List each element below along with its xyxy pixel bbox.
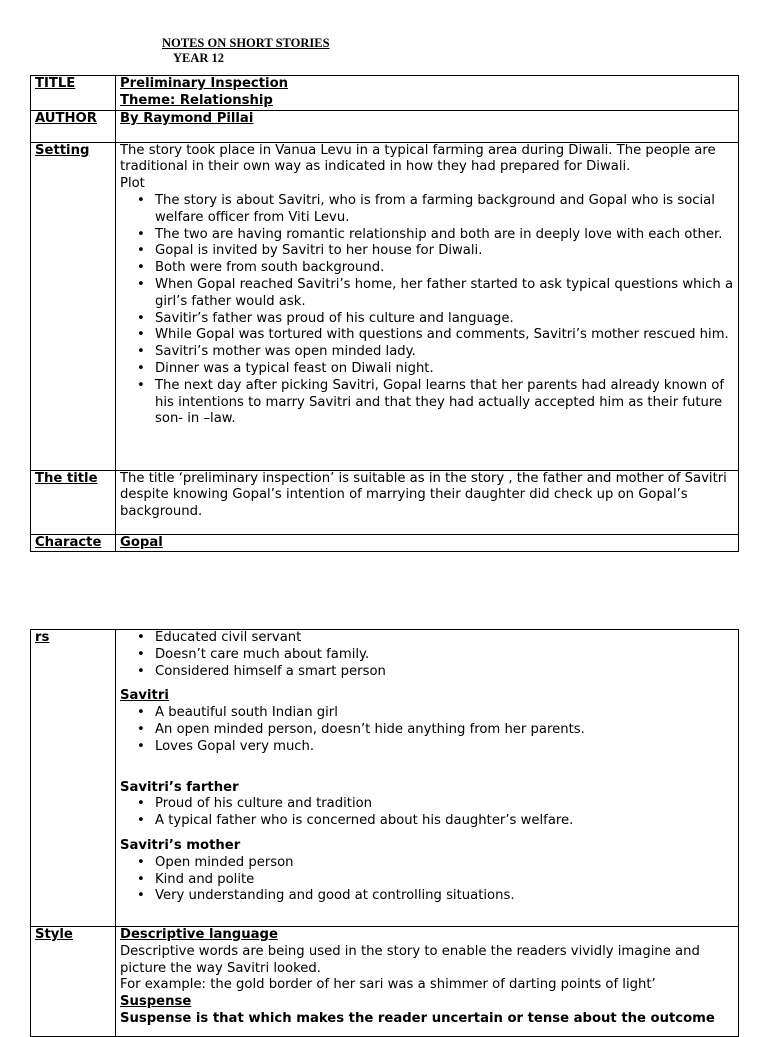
list-item: • Educated civil servant — [155, 630, 735, 647]
list-item: • While Gopal was tortured with questions and comments, Savitri’s mother rescued him. — [155, 327, 735, 344]
row-characters-continued — [31, 630, 739, 927]
list-item: • The next day after picking Savitri, Gopal learns that her parents had already known of his intentions to marry Savitri and that they had actually accepted him as their future son- in –law. — [155, 378, 735, 428]
label-characters: Characte — [31, 534, 116, 552]
notes-table-page1 — [30, 75, 739, 552]
style-heading-suspense: Suspense — [120, 994, 192, 1010]
character-gopal-heading: Gopal — [116, 534, 739, 552]
list-item: • Proud of his culture and tradition — [155, 796, 735, 813]
row-characters — [31, 534, 739, 552]
label-author: AUTHOR — [31, 110, 116, 142]
list-item: • A beautiful south Indian girl — [155, 705, 735, 722]
row-author — [31, 110, 739, 142]
row-style — [31, 927, 739, 1037]
list-item: • Savitir’s father was proud of his culture and language. — [155, 311, 735, 328]
list-item: • Open minded person — [155, 855, 735, 872]
list-item: • The two are having romantic relationship and both are in deeply love with each other. — [155, 227, 735, 244]
notes-table-page2 — [30, 629, 739, 1037]
style-descriptive-text: Descriptive words are being used in the story to enable the readers vividly imagine and picture the way Savitri looked. — [120, 943, 700, 976]
character-savitri-heading: Savitri — [120, 688, 169, 704]
list-item: • Savitri’s mother was open minded lady. — [155, 344, 735, 361]
list-item: • Very understanding and good at controlling situations. — [155, 888, 735, 905]
cell-style — [116, 927, 739, 1037]
list-item: • When Gopal reached Savitri’s home, her father started to ask typical questions which a girl’s father would ask. — [155, 277, 735, 311]
the-title-text: The title ‘preliminary inspection’ is suitable as in the story , the father and mother of Savitri despite knowing Gopal’s intention of marrying their daughter did check up on Gopal’s background. — [116, 470, 739, 534]
story-title: Preliminary Inspection — [120, 76, 289, 91]
cell-title — [116, 76, 739, 111]
list-item: • An open minded person, doesn’t hide anything from her parents. — [155, 722, 735, 739]
style-example-text: For example: the gold border of her sari was a shimmer of darting points of light’ — [120, 977, 656, 993]
label-characters-continued: rs — [31, 630, 116, 927]
character-father-heading: Savitri’s farther — [120, 779, 239, 795]
list-item: • Both were from south background. — [155, 260, 735, 277]
document-title: NOTES ON SHORT STORIES — [162, 36, 330, 50]
style-suspense-text: Suspense is that which makes the reader uncertain or tense about the outcome — [120, 1010, 715, 1026]
list-item: • Dinner was a typical feast on Diwali night. — [155, 361, 735, 378]
document-year: YEAR 12 — [173, 51, 225, 65]
gopal-traits-list — [120, 630, 735, 680]
list-item: • Kind and polite — [155, 872, 735, 889]
plot-list — [120, 193, 735, 428]
list-item: • Loves Gopal very much. — [155, 739, 735, 756]
label-style: Style — [31, 927, 116, 1037]
savitri-traits-list — [120, 705, 735, 755]
style-heading-descriptive: Descriptive language — [120, 927, 278, 942]
list-item: • Gopal is invited by Savitri to her house for Diwali. — [155, 243, 735, 260]
list-item: • A typical father who is concerned about his daughter’s welfare. — [155, 813, 735, 830]
father-traits-list — [120, 796, 735, 830]
label-setting: Setting — [31, 142, 116, 470]
setting-text: The story took place in Vanua Levu in a typical farming area during Diwali. The people are traditional in their own way as indicated in how they had prepared for Diwali. — [120, 142, 716, 175]
story-theme: Theme: Relationship — [120, 92, 273, 108]
row-title — [31, 76, 739, 111]
row-setting — [31, 142, 739, 470]
cell-setting — [116, 142, 739, 470]
list-item: • Doesn’t care much about family. — [155, 647, 735, 664]
list-item: • The story is about Savitri, who is from a farming background and Gopal who is social welfare officer from Viti Levu. — [155, 193, 735, 227]
cell-characters — [116, 630, 739, 927]
row-the-title — [31, 470, 739, 534]
plot-heading: Plot — [120, 176, 145, 192]
list-item: • Considered himself a smart person — [155, 664, 735, 681]
document-header — [162, 36, 330, 66]
character-mother-heading: Savitri’s mother — [120, 837, 241, 853]
label-title: TITLE — [31, 76, 116, 111]
mother-traits-list — [120, 855, 735, 905]
story-author: By Raymond Pillai — [116, 110, 739, 142]
label-the-title: The title — [31, 470, 116, 534]
